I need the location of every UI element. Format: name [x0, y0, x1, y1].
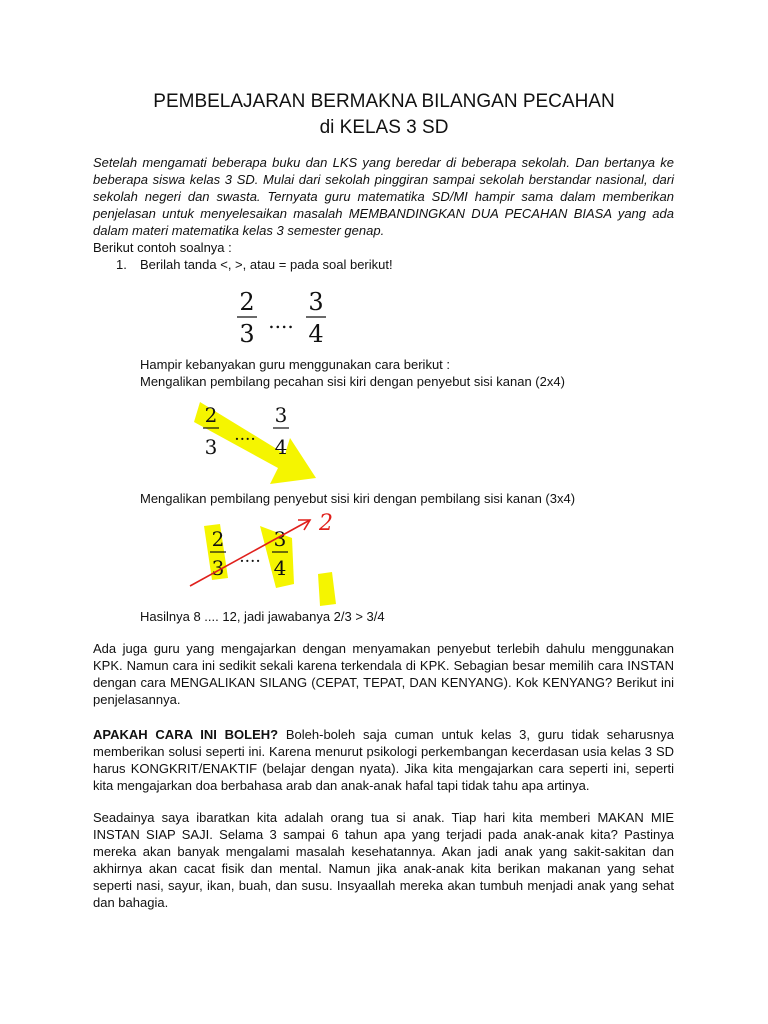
paragraph-apakah-body: Boleh-boleh saja cuman untuk kelas 3, guru tidak seharusnya memberikan solusi seperti ini. Karena menurut psikologi perkembangan kecerdasan usia kelas 3 SD harus KONGKRIT/ENAKTIF (belajar dengan nyata). Jika kita mengajarkan cara seperti ini, seperti kita mengajarkan doa berbahasa arab dan anak-anak hafal tapi tidak tahu apa artinya. — [93, 727, 674, 793]
list-item-text: Berilah tanda <, >, atau = pada soal berikut! — [140, 257, 393, 272]
fraction-left-numerator: 2 — [204, 403, 218, 427]
fraction-left-denominator: 3 — [204, 435, 218, 459]
fraction-right-denominator: 4 — [273, 556, 287, 580]
comparison-dots: .... — [239, 547, 261, 567]
result-text: Hasilnya 8 .... 12, jadi jawabanya 2/3 > 3/4 — [140, 609, 385, 624]
paragraph-analogy: Seadainya saya ibaratkan kita adalah orang tua si anak. Tiap hari kita memberi MAKAN MIE INSTAN SIAP SAJI. Selama 3 sampai 6 tahun apa yang terjadi pada anak-anak kita? Pastinya mereka akan banyak mengalami masalah kesehatannya. Akan jadi anak yang sakit-sakitan dan akhirnya akan cacat fisik dan mental. Namun jika anak-anak kita berikan makanan yang sehat seperti nasi, sayur, ikan, buah, dan susu. Insyaallah mereka akan tumbuh menjadi anak yang sehat dan bahagia. — [93, 810, 674, 910]
fraction-left-numerator: 2 — [211, 527, 225, 551]
fraction-right-numerator: 3 — [274, 403, 288, 427]
paragraph-apakah — [93, 726, 674, 794]
fraction-comparison-3 — [180, 508, 360, 618]
fraction-left-denominator: 3 — [239, 320, 255, 348]
method-intro: Hampir kebanyakan guru menggunakan cara berikut : — [140, 357, 451, 372]
intro-paragraph: Setelah mengamati beberapa buku dan LKS yang beredar di beberapa sekolah. Dan bertanya ke beberapa siswa kelas 3 SD. Mulai dari sekolah pinggiran sampai sekolah berstandar nasional, dari sekolah negeri dan swasta. Ternyata guru matematika SD/MI hampir sama dalam memberikan penjelasan untuk menyelesaikan masalah MEMBANDINGKAN DUA PECAHAN BIASA yang ada dalam materi matematika kelas 3 semester genap. — [93, 155, 674, 238]
list-number: 1. — [116, 257, 127, 272]
fraction-right-denominator: 4 — [308, 320, 324, 348]
step1-text: Mengalikan pembilang pecahan sisi kiri dengan penyebut sisi kanan (2x4) — [140, 374, 565, 389]
red-pen-number: 2 — [319, 511, 333, 536]
comparison-dots: .... — [234, 425, 256, 445]
highlighter-blob — [318, 572, 336, 606]
document-title: PEMBELAJARAN BERMAKNA BILANGAN PECAHAN — [153, 91, 615, 112]
document-subtitle: di KELAS 3 SD — [319, 117, 449, 138]
step2-text: Mengalikan pembilang penyebut sisi kiri dengan pembilang sisi kanan (3x4) — [140, 491, 576, 506]
fraction-left-numerator: 2 — [239, 288, 255, 316]
fraction-right-denominator: 4 — [274, 435, 288, 459]
paragraph-apakah-heading: APAKAH CARA INI BOLEH? — [93, 727, 279, 742]
comparison-dots: .... — [268, 309, 294, 333]
fraction-comparison-2 — [190, 392, 330, 492]
fraction-comparison-1 — [225, 288, 345, 348]
fraction-right-numerator: 3 — [273, 527, 287, 551]
example-intro: Berikut contoh soalnya : — [93, 240, 232, 255]
fraction-right-numerator: 3 — [308, 288, 324, 316]
fraction-left-denominator: 3 — [211, 556, 225, 580]
paragraph-kpk: Ada juga guru yang mengajarkan dengan menyamakan penyebut terlebih dahulu menggunakan KPK. Namun cara ini sedikit sekali karena terkendala di KPK. Sebagian besar memilih cara INSTAN dengan cara MENGALIKAN SILANG (CEPAT, TEPAT, DAN KENYANG). Kok KENYANG? Berikut ini penjelasannya. — [93, 641, 674, 707]
